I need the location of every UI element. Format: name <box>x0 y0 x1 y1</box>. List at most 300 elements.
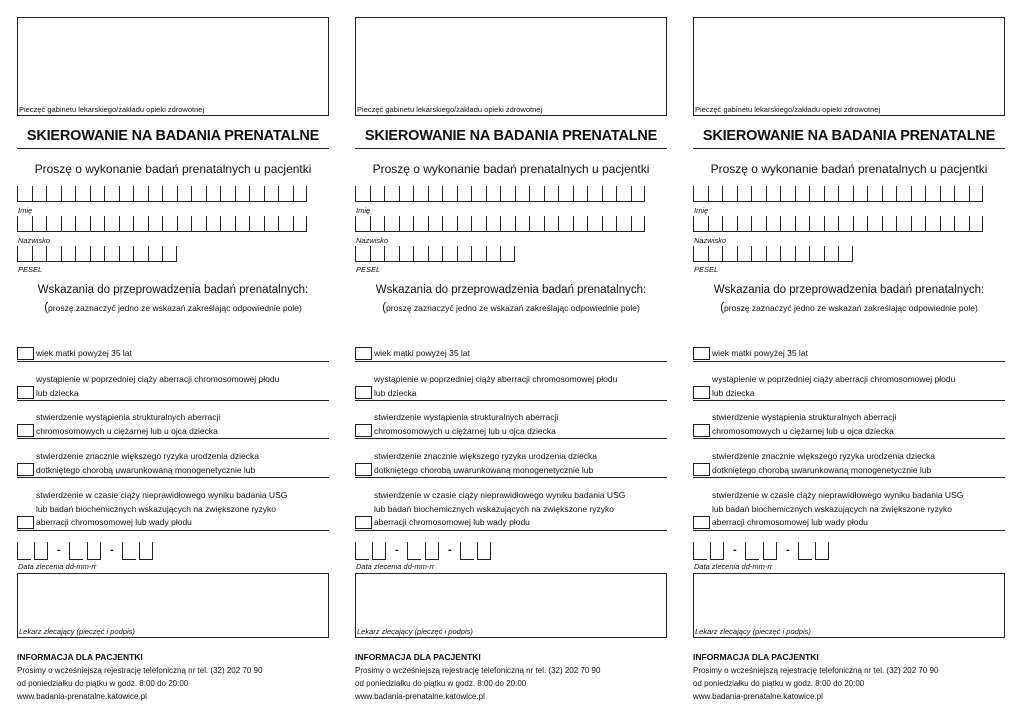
digit-cell[interactable] <box>220 216 235 232</box>
last-name-field[interactable] <box>355 216 645 232</box>
indication-text: wystąpienie w poprzedniej ciąży aberracji chromosomowej płodu <box>36 374 280 384</box>
indication-text: stwierdzenie wystąpienia strukturalnych aberracji <box>712 412 897 422</box>
digit-cell[interactable] <box>90 186 105 202</box>
first-name-field[interactable] <box>355 186 645 202</box>
digit-cell[interactable] <box>766 186 781 202</box>
digit-cell[interactable] <box>177 216 192 232</box>
digit-cell[interactable] <box>722 216 737 232</box>
digit-cell[interactable] <box>780 216 795 232</box>
digit-cell[interactable] <box>370 246 385 262</box>
digit-cell[interactable] <box>722 246 737 262</box>
digit-cell[interactable] <box>46 246 61 262</box>
digit-cell[interactable] <box>355 246 370 262</box>
digit-cell[interactable] <box>853 216 868 232</box>
indication-checkbox[interactable] <box>355 386 372 399</box>
date-separator: - <box>733 544 737 556</box>
digit-cell[interactable] <box>264 216 279 232</box>
digit-cell[interactable] <box>384 246 399 262</box>
digit-cell[interactable] <box>90 216 105 232</box>
indication-text: wystąpienie w poprzedniej ciąży aberracji chromosomowej płodu <box>374 374 618 384</box>
request-text: Proszę o wykonanie badań prenatalnych u pacjentki <box>372 162 650 176</box>
date-digit-cell[interactable] <box>710 542 724 560</box>
digit-cell[interactable] <box>925 186 940 202</box>
digit-cell[interactable] <box>133 186 148 202</box>
digit-cell[interactable] <box>737 216 752 232</box>
indication-divider <box>693 361 1005 362</box>
indication-text: wiek matki powyżej 35 lat <box>712 348 808 358</box>
digit-cell[interactable] <box>896 216 911 232</box>
pesel-field[interactable] <box>693 246 853 262</box>
digit-cell[interactable] <box>529 186 544 202</box>
indication-divider <box>693 477 1005 478</box>
indications-note-text: proszę zaznaczyć jedno ze wskazań zakreślając odpowiednie pole) <box>48 303 302 313</box>
date-label: Data zlecenia dd-mm-rr <box>18 562 97 571</box>
request-text: Proszę o wykonanie badań prenatalnych u pacjentki <box>710 162 988 176</box>
digit-cell[interactable] <box>235 216 250 232</box>
indication-divider <box>17 400 329 401</box>
digit-cell[interactable] <box>32 246 47 262</box>
indication-checkbox[interactable] <box>17 347 34 360</box>
digit-cell[interactable] <box>104 186 119 202</box>
form-title: SKIEROWANIE NA BADANIA PRENATALNE <box>702 128 996 144</box>
digit-cell[interactable] <box>119 186 134 202</box>
indication-text: lub badań biochemicznych wskazujących na zwiększone ryzyko <box>36 503 277 514</box>
digit-cell[interactable] <box>162 186 177 202</box>
info-hours: od poniedziałku do piątku w godz. 8:00 do 20:00 <box>693 679 865 688</box>
digit-cell[interactable] <box>428 216 443 232</box>
digit-cell[interactable] <box>911 216 926 232</box>
info-phone: Prosimy o wcześniejszą rejestrację telefoniczną nr tel. (32) 202 70 90 <box>17 666 263 675</box>
indication-checkbox[interactable] <box>17 516 34 529</box>
date-separator: - <box>448 544 452 556</box>
digit-cell[interactable] <box>46 216 61 232</box>
first-name-label: Imię <box>694 206 709 215</box>
indications-paren: ( <box>720 302 725 314</box>
indication-divider <box>693 438 1005 439</box>
date-separator: - <box>395 544 399 556</box>
digit-cell[interactable] <box>442 246 457 262</box>
date-separator: - <box>110 544 114 556</box>
digit-cell[interactable] <box>46 186 61 202</box>
digit-cell[interactable] <box>882 186 897 202</box>
digit-cell[interactable] <box>17 186 32 202</box>
digit-cell[interactable] <box>882 216 897 232</box>
digit-cell[interactable] <box>500 216 515 232</box>
indication-checkbox[interactable] <box>355 516 372 529</box>
digit-cell[interactable] <box>969 186 984 202</box>
indications-heading: Wskazania do przeprowadzenia badań prenatalnych: <box>37 284 309 296</box>
digit-cell[interactable] <box>355 216 370 232</box>
digit-cell[interactable] <box>693 186 708 202</box>
digit-cell[interactable] <box>148 186 163 202</box>
digit-cell[interactable] <box>969 216 984 232</box>
indication-text: dotkniętego chorobą uwarunkowaną monogenetycznie lub <box>712 464 932 475</box>
indication-text: dotkniętego chorobą uwarunkowaną monogenetycznie lub <box>36 464 256 475</box>
digit-cell[interactable] <box>529 216 544 232</box>
digit-cell[interactable] <box>293 186 308 202</box>
indications-note-text: proszę zaznaczyć jedno ze wskazań zakreślając odpowiednie pole) <box>386 303 640 313</box>
digit-cell[interactable] <box>824 246 839 262</box>
digit-cell[interactable] <box>428 186 443 202</box>
digit-cell[interactable] <box>264 186 279 202</box>
last-name-field[interactable] <box>693 216 983 232</box>
digit-cell[interactable] <box>133 216 148 232</box>
digit-cell[interactable] <box>220 186 235 202</box>
last-name-label: Nazwisko <box>18 236 51 245</box>
digit-cell[interactable] <box>515 216 530 232</box>
date-digit-cell[interactable] <box>477 542 491 560</box>
pesel-field[interactable] <box>355 246 515 262</box>
digit-cell[interactable] <box>61 216 76 232</box>
indication-checkbox[interactable] <box>693 386 710 399</box>
digit-cell[interactable] <box>384 216 399 232</box>
indication-text: dotkniętego chorobą uwarunkowaną monogenetycznie lub <box>374 464 594 475</box>
date-label: Data zlecenia dd-mm-rr <box>694 562 773 571</box>
digit-cell[interactable] <box>911 186 926 202</box>
digit-cell[interactable] <box>61 246 76 262</box>
date-digit-cell[interactable] <box>17 542 31 560</box>
last-name-field[interactable] <box>17 216 307 232</box>
indication-text: chromosomowych u ciężarnej lub u ojca dziecka <box>712 425 894 436</box>
date-digit-cell[interactable] <box>372 542 386 560</box>
info-website[interactable]: www.badania-prenatalne.katowice.pl <box>693 692 823 701</box>
indication-divider <box>355 400 667 401</box>
digit-cell[interactable] <box>573 216 588 232</box>
digit-cell[interactable] <box>558 216 573 232</box>
digit-cell[interactable] <box>32 186 47 202</box>
info-hours: od poniedziałku do piątku w godz. 8:00 do 20:00 <box>17 679 189 688</box>
digit-cell[interactable] <box>708 246 723 262</box>
patient-info <box>17 651 329 703</box>
digit-cell[interactable] <box>133 246 148 262</box>
digit-cell[interactable] <box>162 216 177 232</box>
indication-text: lub badań biochemicznych wskazujących na zwiększone ryzyko <box>374 503 615 514</box>
digit-cell[interactable] <box>471 216 486 232</box>
digit-cell[interactable] <box>471 186 486 202</box>
digit-cell[interactable] <box>838 186 853 202</box>
digit-cell[interactable] <box>780 186 795 202</box>
digit-cell[interactable] <box>486 186 501 202</box>
indication-text: stwierdzenie znacznie większego ryzyka urodzenia dziecka <box>712 451 935 461</box>
referral-form <box>17 0 329 725</box>
indication-checkbox[interactable] <box>17 463 34 476</box>
digit-cell[interactable] <box>235 186 250 202</box>
indication-divider <box>355 438 667 439</box>
digit-cell[interactable] <box>616 186 631 202</box>
digit-cell[interactable] <box>737 186 752 202</box>
digit-cell[interactable] <box>249 186 264 202</box>
date-digit-cell[interactable] <box>139 542 153 560</box>
digit-cell[interactable] <box>442 216 457 232</box>
digit-cell[interactable] <box>162 246 177 262</box>
digit-cell[interactable] <box>206 186 221 202</box>
digit-cell[interactable] <box>954 186 969 202</box>
digit-cell[interactable] <box>442 186 457 202</box>
digit-cell[interactable] <box>457 246 472 262</box>
digit-cell[interactable] <box>486 246 501 262</box>
digit-cell[interactable] <box>413 186 428 202</box>
digit-cell[interactable] <box>399 216 414 232</box>
indication-checkbox[interactable] <box>693 463 710 476</box>
indication-text: aberracji chromosomowej lub wady płodu <box>712 517 868 527</box>
digit-cell[interactable] <box>17 216 32 232</box>
date-digit-cell[interactable] <box>122 542 136 560</box>
digit-cell[interactable] <box>177 186 192 202</box>
indication-checkbox[interactable] <box>693 424 710 437</box>
digit-cell[interactable] <box>795 186 810 202</box>
digit-cell[interactable] <box>925 216 940 232</box>
digit-cell[interactable] <box>693 216 708 232</box>
indication-checkbox[interactable] <box>17 424 34 437</box>
indications-note <box>17 302 329 314</box>
digit-cell[interactable] <box>32 216 47 232</box>
digit-cell[interactable] <box>370 186 385 202</box>
doctor-signature-field[interactable] <box>693 573 1005 638</box>
indication-text: wystąpienie w poprzedniej ciąży aberracji chromosomowej płodu <box>712 374 956 384</box>
digit-cell[interactable] <box>558 186 573 202</box>
digit-cell[interactable] <box>457 186 472 202</box>
digit-cell[interactable] <box>587 216 602 232</box>
indication-text: lub badań biochemicznych wskazujących na zwiększone ryzyko <box>712 503 953 514</box>
indication-text: aberracji chromosomowej lub wady płodu <box>374 517 530 527</box>
indication-text: stwierdzenie znacznie większego ryzyka urodzenia dziecka <box>36 451 259 461</box>
indication-divider <box>355 361 667 362</box>
patient-info <box>355 651 667 703</box>
digit-cell[interactable] <box>278 186 293 202</box>
indication-text: chromosomowych u ciężarnej lub u ojca dziecka <box>36 425 218 436</box>
info-heading: INFORMACJA DLA PACJENTKI <box>355 652 481 662</box>
digit-cell[interactable] <box>355 186 370 202</box>
digit-cell[interactable] <box>795 246 810 262</box>
digit-cell[interactable] <box>751 246 766 262</box>
info-website[interactable]: www.badania-prenatalne.katowice.pl <box>17 692 147 701</box>
first-name-field[interactable] <box>17 186 307 202</box>
digit-cell[interactable] <box>90 246 105 262</box>
date-digit-cell[interactable] <box>745 542 759 560</box>
digit-cell[interactable] <box>486 216 501 232</box>
info-heading: INFORMACJA DLA PACJENTKI <box>693 652 819 662</box>
digit-cell[interactable] <box>867 186 882 202</box>
date-label: Data zlecenia dd-mm-rr <box>356 562 435 571</box>
indication-checkbox[interactable] <box>693 516 710 529</box>
indication-divider <box>17 477 329 478</box>
form-title: SKIEROWANIE NA BADANIA PRENATALNE <box>26 128 320 144</box>
digit-cell[interactable] <box>838 246 853 262</box>
digit-cell[interactable] <box>853 186 868 202</box>
digit-cell[interactable] <box>119 246 134 262</box>
indication-text: aberracji chromosomowej lub wady płodu <box>36 517 192 527</box>
digit-cell[interactable] <box>148 216 163 232</box>
digit-cell[interactable] <box>954 216 969 232</box>
indications-heading: Wskazania do przeprowadzenia badań prenatalnych: <box>713 284 985 296</box>
date-digit-cell[interactable] <box>460 542 474 560</box>
digit-cell[interactable] <box>809 246 824 262</box>
indication-divider <box>355 477 667 478</box>
info-website[interactable]: www.badania-prenatalne.katowice.pl <box>355 692 485 701</box>
last-name-label: Nazwisko <box>694 236 727 245</box>
indications-paren: ( <box>382 302 387 314</box>
clinic-stamp-field[interactable] <box>17 17 329 116</box>
digit-cell[interactable] <box>766 246 781 262</box>
digit-cell[interactable] <box>587 186 602 202</box>
indication-divider <box>17 530 329 531</box>
digit-cell[interactable] <box>500 186 515 202</box>
patient-info <box>693 651 1005 703</box>
digit-cell[interactable] <box>384 186 399 202</box>
indication-divider <box>17 438 329 439</box>
info-phone: Prosimy o wcześniejszą rejestrację telefoniczną nr tel. (32) 202 70 90 <box>355 666 601 675</box>
last-name-label: Nazwisko <box>356 236 389 245</box>
digit-cell[interactable] <box>500 246 515 262</box>
digit-cell[interactable] <box>737 246 752 262</box>
indication-text: chromosomowych u ciężarnej lub u ojca dziecka <box>374 425 556 436</box>
digit-cell[interactable] <box>75 216 90 232</box>
divider <box>693 148 1005 149</box>
digit-cell[interactable] <box>399 246 414 262</box>
stamp-label: Pieczęć gabinetu lekarskiego/zakładu opieki zdrowotnej <box>357 105 543 114</box>
digit-cell[interactable] <box>631 216 646 232</box>
digit-cell[interactable] <box>809 186 824 202</box>
indications-note <box>693 302 1005 314</box>
date-digit-cell[interactable] <box>763 542 777 560</box>
date-digit-cell[interactable] <box>69 542 83 560</box>
date-digit-cell[interactable] <box>815 542 829 560</box>
digit-cell[interactable] <box>573 186 588 202</box>
date-digit-cell[interactable] <box>87 542 101 560</box>
doctor-label: Lekarz zlecający (pieczęć i podpis) <box>357 627 473 636</box>
date-digit-cell[interactable] <box>355 542 369 560</box>
indication-checkbox[interactable] <box>17 386 34 399</box>
digit-cell[interactable] <box>824 216 839 232</box>
digit-cell[interactable] <box>104 246 119 262</box>
digit-cell[interactable] <box>191 216 206 232</box>
doctor-label: Lekarz zlecający (pieczęć i podpis) <box>695 627 811 636</box>
digit-cell[interactable] <box>708 216 723 232</box>
indication-text: stwierdzenie w czasie ciąży nieprawidłowego wyniku badania USG <box>712 490 964 500</box>
date-digit-cell[interactable] <box>425 542 439 560</box>
indication-text: lub dziecka <box>374 387 417 398</box>
digit-cell[interactable] <box>693 246 708 262</box>
digit-cell[interactable] <box>17 246 32 262</box>
first-name-label: Imię <box>18 206 33 215</box>
digit-cell[interactable] <box>780 246 795 262</box>
digit-cell[interactable] <box>75 186 90 202</box>
digit-cell[interactable] <box>631 186 646 202</box>
digit-cell[interactable] <box>413 246 428 262</box>
clinic-stamp-field[interactable] <box>693 17 1005 116</box>
digit-cell[interactable] <box>616 216 631 232</box>
indication-checkbox[interactable] <box>355 463 372 476</box>
indication-text: wiek matki powyżej 35 lat <box>36 348 132 358</box>
indication-text: lub dziecka <box>36 387 79 398</box>
digit-cell[interactable] <box>896 186 911 202</box>
indication-text: wiek matki powyżej 35 lat <box>374 348 470 358</box>
digit-cell[interactable] <box>544 216 559 232</box>
digit-cell[interactable] <box>940 186 955 202</box>
digit-cell[interactable] <box>544 186 559 202</box>
info-heading: INFORMACJA DLA PACJENTKI <box>17 652 143 662</box>
digit-cell[interactable] <box>206 216 221 232</box>
indication-divider <box>693 530 1005 531</box>
date-digit-cell[interactable] <box>798 542 812 560</box>
digit-cell[interactable] <box>457 216 472 232</box>
digit-cell[interactable] <box>751 216 766 232</box>
indication-checkbox[interactable] <box>693 347 710 360</box>
stamp-label: Pieczęć gabinetu lekarskiego/zakładu opieki zdrowotnej <box>695 105 881 114</box>
digit-cell[interactable] <box>766 216 781 232</box>
digit-cell[interactable] <box>370 216 385 232</box>
form-title: SKIEROWANIE NA BADANIA PRENATALNE <box>364 128 658 144</box>
digit-cell[interactable] <box>722 186 737 202</box>
digit-cell[interactable] <box>249 216 264 232</box>
digit-cell[interactable] <box>795 216 810 232</box>
pesel-label: PESEL <box>18 265 43 274</box>
digit-cell[interactable] <box>824 186 839 202</box>
digit-cell[interactable] <box>399 186 414 202</box>
doctor-signature-field[interactable] <box>17 573 329 638</box>
digit-cell[interactable] <box>838 216 853 232</box>
doctor-label: Lekarz zlecający (pieczęć i podpis) <box>19 627 135 636</box>
date-digit-cell[interactable] <box>34 542 48 560</box>
first-name-field[interactable] <box>693 186 983 202</box>
pesel-field[interactable] <box>17 246 177 262</box>
indication-checkbox[interactable] <box>355 424 372 437</box>
digit-cell[interactable] <box>119 216 134 232</box>
digit-cell[interactable] <box>278 216 293 232</box>
info-phone: Prosimy o wcześniejszą rejestrację telefoniczną nr tel. (32) 202 70 90 <box>693 666 939 675</box>
doctor-signature-field[interactable] <box>355 573 667 638</box>
digit-cell[interactable] <box>148 246 163 262</box>
clinic-stamp-field[interactable] <box>355 17 667 116</box>
digit-cell[interactable] <box>708 186 723 202</box>
date-digit-cell[interactable] <box>693 542 707 560</box>
request-text: Proszę o wykonanie badań prenatalnych u pacjentki <box>34 162 312 176</box>
digit-cell[interactable] <box>471 246 486 262</box>
indication-text: stwierdzenie znacznie większego ryzyka urodzenia dziecka <box>374 451 597 461</box>
indication-text: lub dziecka <box>712 387 755 398</box>
indication-checkbox[interactable] <box>355 347 372 360</box>
digit-cell[interactable] <box>428 246 443 262</box>
digit-cell[interactable] <box>751 186 766 202</box>
divider <box>355 148 667 149</box>
indication-text: stwierdzenie wystąpienia strukturalnych aberracji <box>374 412 559 422</box>
indication-text: stwierdzenie wystąpienia strukturalnych aberracji <box>36 412 221 422</box>
indications-note <box>355 302 667 314</box>
indications-paren: ( <box>44 302 49 314</box>
digit-cell[interactable] <box>293 216 308 232</box>
referral-form <box>693 0 1005 725</box>
digit-cell[interactable] <box>602 216 617 232</box>
digit-cell[interactable] <box>809 216 824 232</box>
digit-cell[interactable] <box>191 186 206 202</box>
indication-divider <box>693 400 1005 401</box>
indication-text: stwierdzenie w czasie ciąży nieprawidłowego wyniku badania USG <box>374 490 626 500</box>
digit-cell[interactable] <box>104 216 119 232</box>
first-name-label: Imię <box>356 206 371 215</box>
date-digit-cell[interactable] <box>407 542 421 560</box>
digit-cell[interactable] <box>940 216 955 232</box>
divider <box>17 148 329 149</box>
digit-cell[interactable] <box>867 216 882 232</box>
date-separator: - <box>786 544 790 556</box>
digit-cell[interactable] <box>413 216 428 232</box>
digit-cell[interactable] <box>602 186 617 202</box>
stamp-label: Pieczęć gabinetu lekarskiego/zakładu opieki zdrowotnej <box>19 105 205 114</box>
digit-cell[interactable] <box>61 186 76 202</box>
date-separator: - <box>57 544 61 556</box>
digit-cell[interactable] <box>75 246 90 262</box>
digit-cell[interactable] <box>515 186 530 202</box>
